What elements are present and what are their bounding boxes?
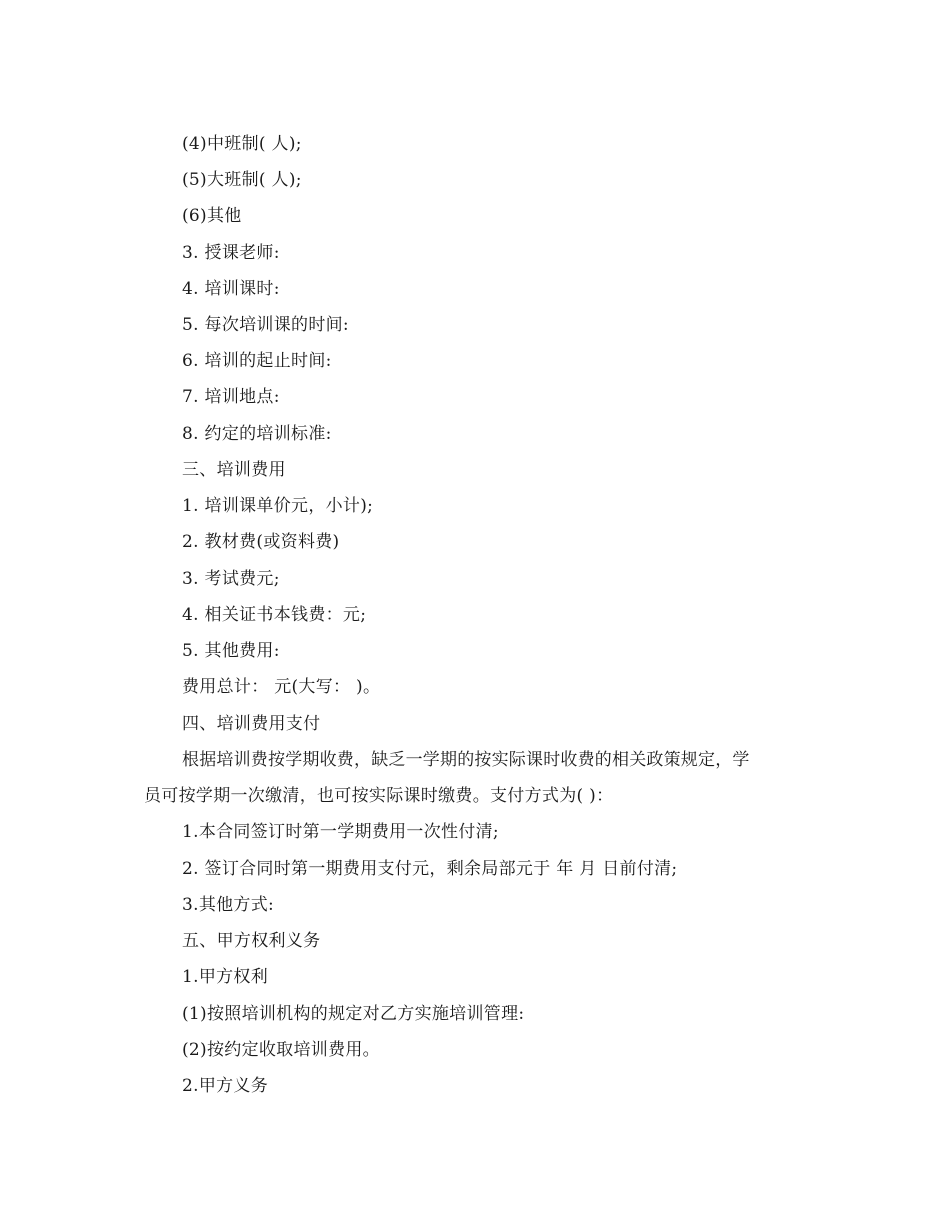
text-line: 4. 相关证书本钱费：元; [182,605,367,625]
text-line: 3.其他方式: [182,895,275,915]
section-heading: 三、培训费用 [182,460,286,480]
text-line: 1.本合同签订时第一学期费用一次性付清; [182,822,499,842]
text-line: 6. 培训的起止时间: [182,351,332,371]
text-line: 2.甲方义务 [182,1076,269,1096]
text-line: (5)大班制( 人); [182,170,302,190]
text-line: 3. 考试费元; [182,569,280,589]
text-line: 费用总计： 元(大写： )。 [182,677,381,697]
text-line: (6)其他 [182,206,242,226]
paragraph-line: 员可按学期一次缴清，也可按实际课时缴费。支付方式为( )： [144,786,614,806]
text-line: 1.甲方权利 [182,967,269,987]
text-line: 2. 签订合同时第一期费用支付元，剩余局部元于 年 月 日前付清; [182,859,678,879]
text-line: 2. 教材费(或资料费) [182,532,340,552]
text-line: 5. 每次培训课的时间: [182,315,349,335]
paragraph-line: 根据培训费按学期收费，缺乏一学期的按实际课时收费的相关政策规定，学 [182,750,750,770]
text-line: (1)按照培训机构的规定对乙方实施培训管理: [182,1004,525,1024]
section-heading: 四、培训费用支付 [182,714,321,734]
text-line: 8. 约定的培训标准: [182,424,332,444]
text-line: 5. 其他费用: [182,641,280,661]
section-heading: 五、甲方权利义务 [182,931,321,951]
text-line: 3. 授课老师: [182,243,280,263]
text-line: (4)中班制( 人); [182,134,302,154]
text-line: 1. 培训课单价元，小计); [182,496,374,516]
text-line: (2)按约定收取培训费用。 [182,1040,380,1060]
text-line: 4. 培训课时: [182,279,280,299]
text-line: 7. 培训地点: [182,387,280,407]
